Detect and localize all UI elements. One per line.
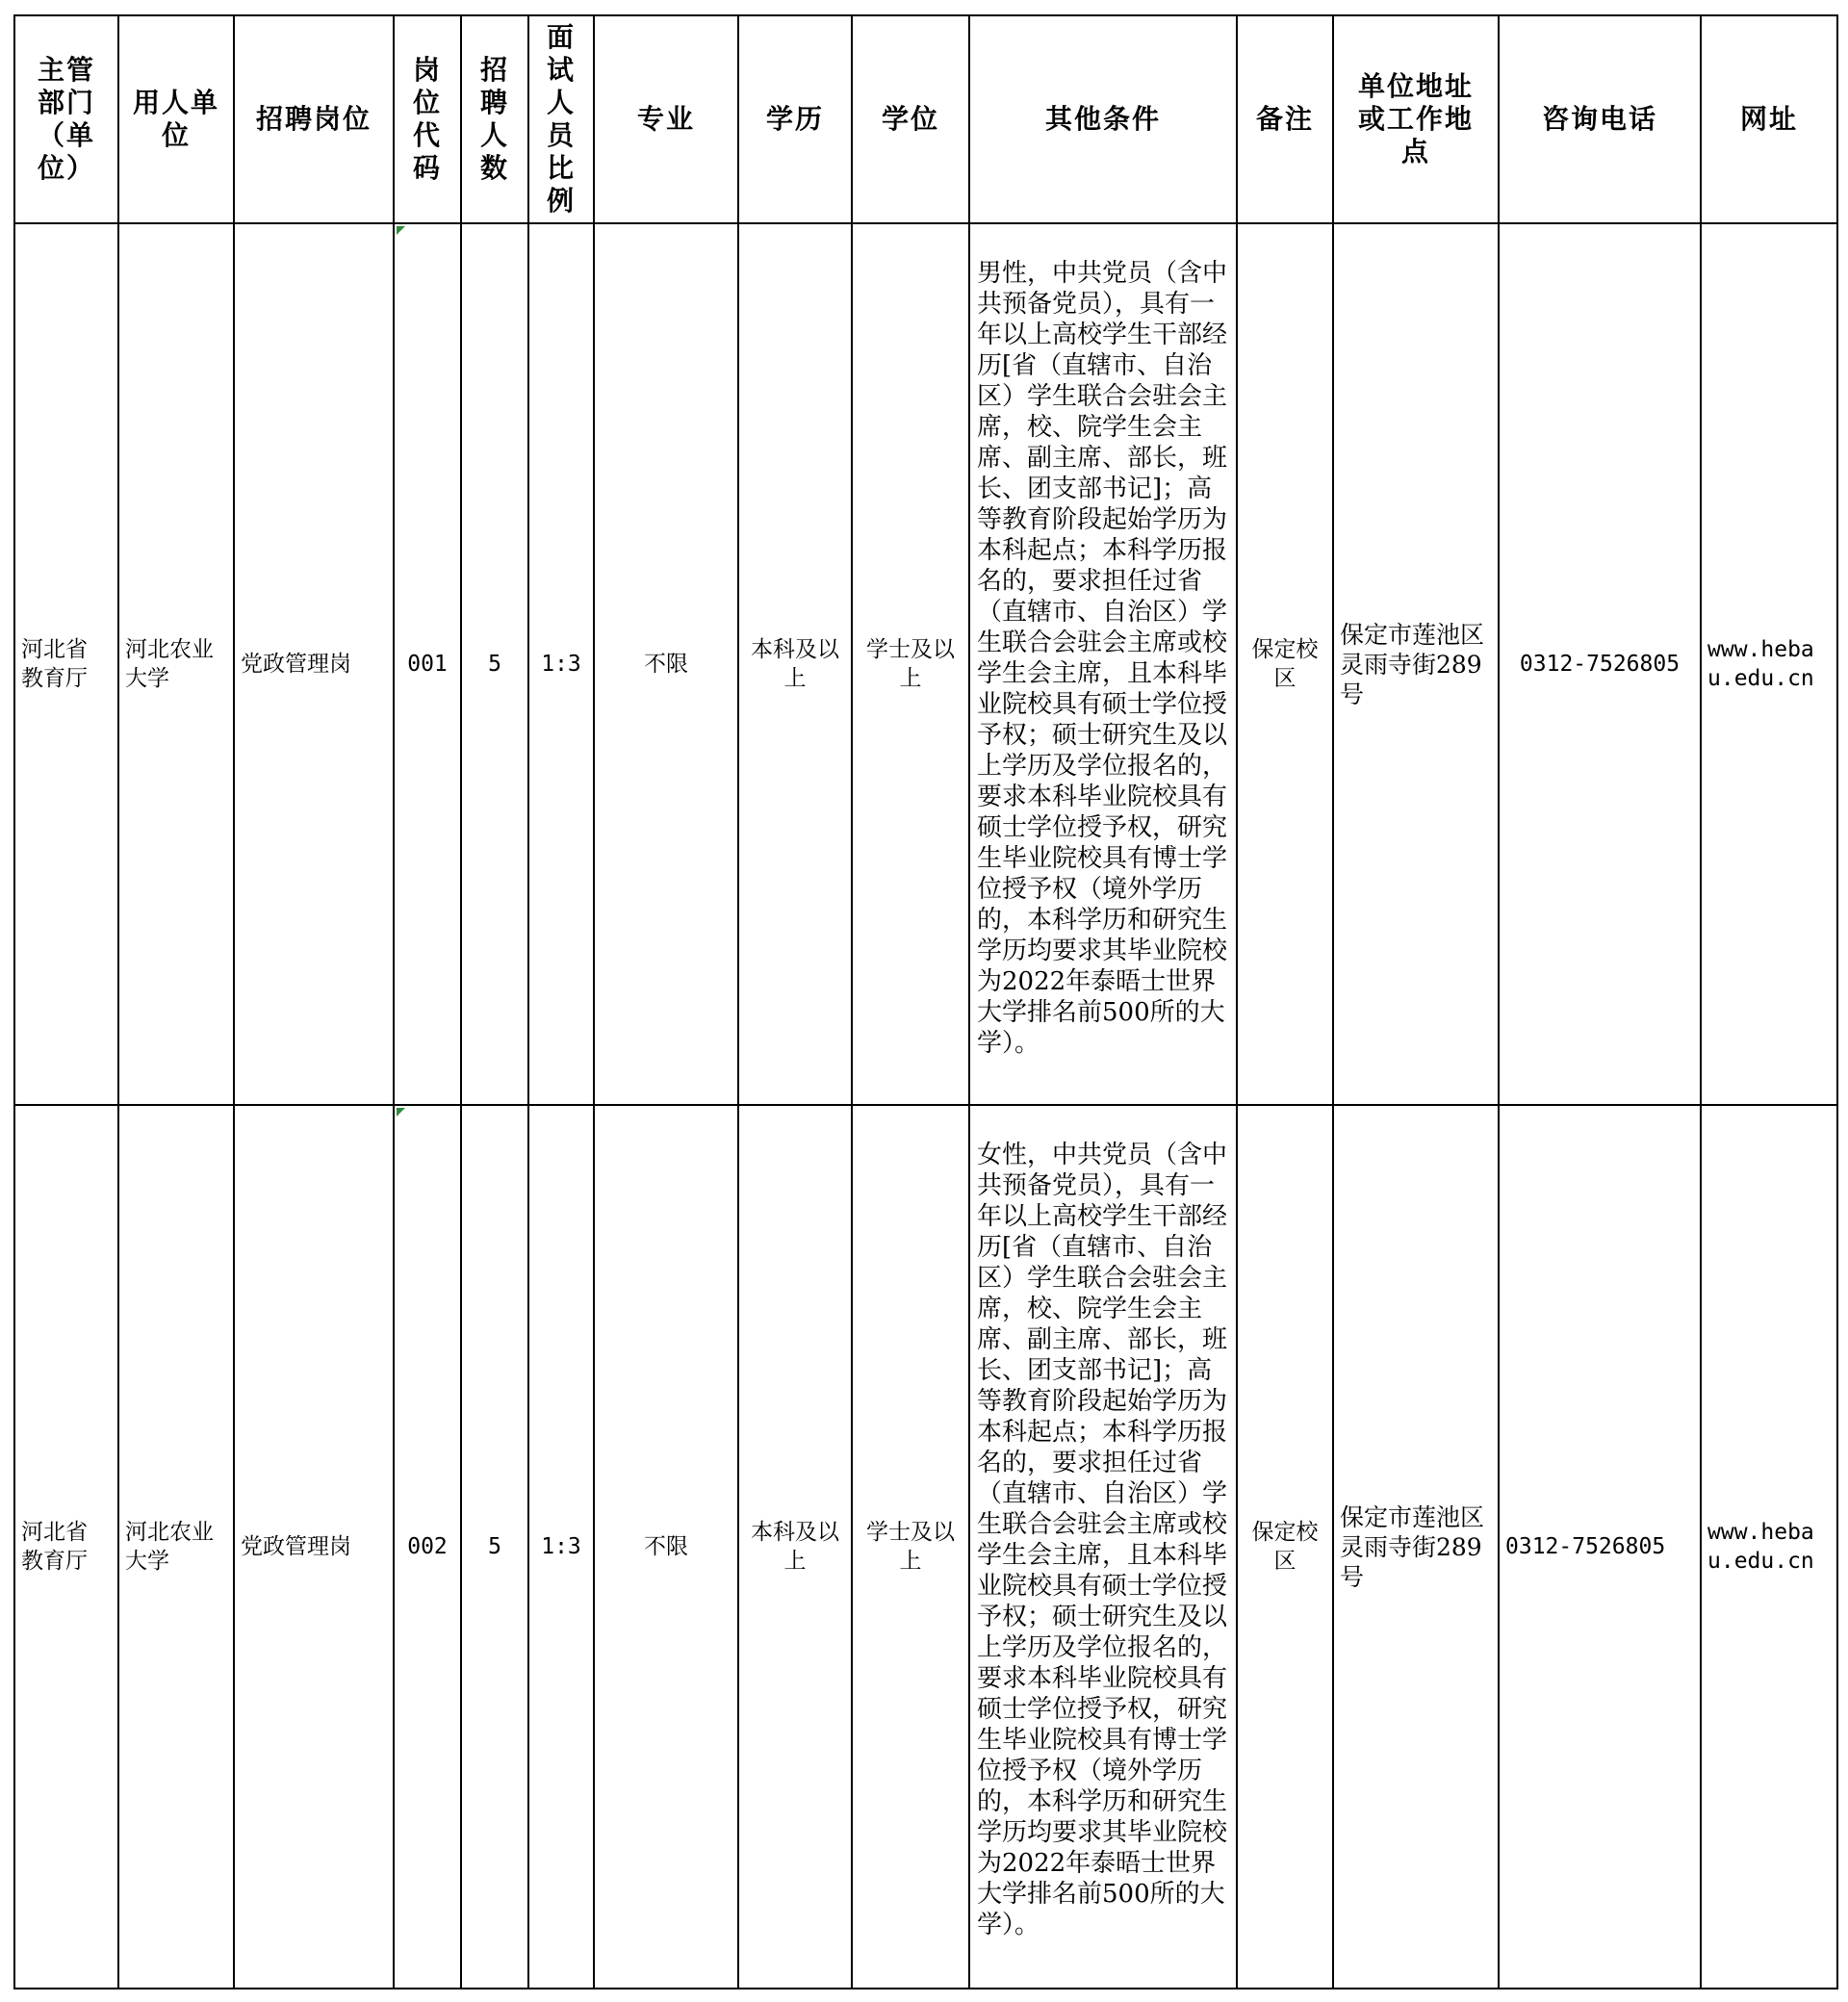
header-education-label: 学历 bbox=[765, 103, 824, 135]
row-2-dept-text: 河北省教育厅 bbox=[21, 1520, 88, 1574]
header-position-label: 招聘岗位 bbox=[255, 103, 372, 135]
row-2-degree-text: 学士及以上 bbox=[866, 1520, 955, 1574]
header-remark bbox=[1236, 14, 1334, 224]
table-row-1-remark bbox=[1236, 222, 1334, 1106]
header-address-label: 单位地址或工作地点 bbox=[1357, 70, 1474, 167]
table-row-1-employer bbox=[117, 222, 235, 1106]
table-row-2-phone bbox=[1498, 1104, 1702, 1989]
table-row-2-position bbox=[233, 1104, 395, 1989]
table-row-2-code bbox=[393, 1104, 462, 1989]
row-1-phone-text: 0312-7526805 bbox=[1519, 652, 1681, 677]
row-2-ratio-text: 1:3 bbox=[541, 1534, 581, 1559]
header-code-label: 岗位代码 bbox=[413, 54, 443, 184]
row-1-degree-text: 学士及以上 bbox=[866, 637, 955, 691]
table-row-2-remark bbox=[1236, 1104, 1334, 1989]
table-row-2-degree bbox=[851, 1104, 970, 1989]
table-row-2-education bbox=[737, 1104, 853, 1989]
header-degree bbox=[851, 14, 970, 224]
header-remark-label: 备注 bbox=[1255, 103, 1314, 135]
table-row-1-major bbox=[593, 222, 739, 1106]
header-count bbox=[460, 14, 529, 224]
table-row-2-employer bbox=[117, 1104, 235, 1989]
table-row-1-website[interactable] bbox=[1700, 222, 1838, 1106]
table-row-2-conditions bbox=[968, 1104, 1238, 1989]
row-1-count-text: 5 bbox=[488, 652, 501, 677]
row-2-count-text: 5 bbox=[488, 1534, 501, 1559]
row-1-education-text: 本科及以上 bbox=[751, 637, 839, 691]
row-2-website-link[interactable]: www.hebau.edu.cn bbox=[1707, 1520, 1814, 1574]
table-row-1-conditions bbox=[968, 222, 1238, 1106]
header-code bbox=[393, 14, 462, 224]
row-2-remark-text: 保定校区 bbox=[1251, 1520, 1319, 1574]
header-employer-label: 用人单位 bbox=[132, 87, 219, 151]
recruitment-table bbox=[13, 14, 1838, 1989]
row-2-major-text: 不限 bbox=[644, 1534, 688, 1559]
row-1-address-text: 保定市莲池区灵雨寺街289号 bbox=[1340, 620, 1485, 708]
row-2-code-text: 002 bbox=[407, 1534, 448, 1559]
header-major-label: 专业 bbox=[636, 103, 695, 135]
row-1-dept-text: 河北省教育厅 bbox=[21, 637, 88, 691]
header-dept-label: 主管部门（单位） bbox=[37, 54, 95, 184]
header-dept bbox=[13, 14, 119, 224]
header-website-label: 网址 bbox=[1739, 103, 1798, 135]
row-1-major-text: 不限 bbox=[644, 652, 688, 677]
table-row-1-address bbox=[1332, 222, 1500, 1106]
table-row-1-education bbox=[737, 222, 853, 1106]
table-row-1-count bbox=[460, 222, 529, 1106]
header-conditions bbox=[968, 14, 1238, 224]
table-row-2-website[interactable] bbox=[1700, 1104, 1838, 1989]
table-row-1-ratio bbox=[527, 222, 595, 1106]
cell-marker-icon bbox=[397, 226, 405, 235]
row-2-conditions-text: 女性，中共党员（含中共预备党员），具有一年以上高校学生干部经历[省（直辖市、自治区）学生联合会驻会主席，校、院学生会主席、副主席、部长，班长、团支部书记]；高等教育阶段起始学历为本科起点；本科学历报名的，要求担任过省（直辖市、自治区）学生联合会驻会主席或校学生会主席，且本科毕业院校具有硕士学位授予权；硕士研究生及以上学历及学位报名的，要求本科毕业院校具有硕士学位授予权，研究生毕业院校具有博士学位授予权（境外学历的，本科学历和研究生学历均要求其毕业院校为2022年泰晤士世界大学排名前500所的大学）。 bbox=[977, 1141, 1228, 1939]
row-2-phone-text: 0312-7526805 bbox=[1505, 1534, 1666, 1559]
header-website bbox=[1700, 14, 1838, 224]
header-ratio bbox=[527, 14, 595, 224]
row-1-code-text: 001 bbox=[407, 652, 448, 677]
header-phone bbox=[1498, 14, 1702, 224]
row-2-education-text: 本科及以上 bbox=[751, 1520, 839, 1574]
table-row-2-dept bbox=[13, 1104, 119, 1989]
row-1-website-link[interactable]: www.hebau.edu.cn bbox=[1707, 637, 1814, 691]
table-row-2-ratio bbox=[527, 1104, 595, 1989]
header-major bbox=[593, 14, 739, 224]
header-address bbox=[1332, 14, 1500, 224]
row-2-address-text: 保定市莲池区灵雨寺街289号 bbox=[1340, 1502, 1485, 1591]
row-2-position-text: 党政管理岗 bbox=[241, 1534, 351, 1559]
row-1-employer-text: 河北农业大学 bbox=[125, 637, 214, 691]
row-1-ratio-text: 1:3 bbox=[541, 652, 581, 677]
row-2-employer-text: 河北农业大学 bbox=[125, 1520, 214, 1574]
table-row-2-address bbox=[1332, 1104, 1500, 1989]
table-row-1-degree bbox=[851, 222, 970, 1106]
table-row-1-position bbox=[233, 222, 395, 1106]
header-phone-label: 咨询电话 bbox=[1541, 103, 1657, 135]
header-education bbox=[737, 14, 853, 224]
row-1-conditions-text: 男性，中共党员（含中共预备党员），具有一年以上高校学生干部经历[省（直辖市、自治区）学生联合会驻会主席，校、院学生会主席、副主席、部长，班长、团支部书记]；高等教育阶段起始学历为本科起点；本科学历报名的，要求担任过省（直辖市、自治区）学生联合会驻会主席或校学生会主席，且本科毕业院校具有硕士学位授予权；硕士研究生及以上学历及学位报名的，要求本科毕业院校具有硕士学位授予权，研究生毕业院校具有博士学位授予权（境外学历的，本科学历和研究生学历均要求其毕业院校为2022年泰晤士世界大学排名前500所的大学）。 bbox=[977, 259, 1228, 1058]
header-employer bbox=[117, 14, 235, 224]
row-1-position-text: 党政管理岗 bbox=[241, 652, 351, 677]
table-row-1-phone bbox=[1498, 222, 1702, 1106]
header-count-label: 招聘人数 bbox=[480, 54, 510, 184]
table-row-1-dept bbox=[13, 222, 119, 1106]
header-position bbox=[233, 14, 395, 224]
row-1-remark-text: 保定校区 bbox=[1251, 637, 1319, 691]
header-degree-label: 学位 bbox=[881, 103, 939, 135]
table-row-2-major bbox=[593, 1104, 739, 1989]
header-conditions-label: 其他条件 bbox=[1044, 103, 1161, 135]
table-row-2-count bbox=[460, 1104, 529, 1989]
table-row-1-code bbox=[393, 222, 462, 1106]
header-ratio-label: 面试人员比例 bbox=[547, 21, 577, 217]
cell-marker-icon bbox=[397, 1108, 405, 1116]
